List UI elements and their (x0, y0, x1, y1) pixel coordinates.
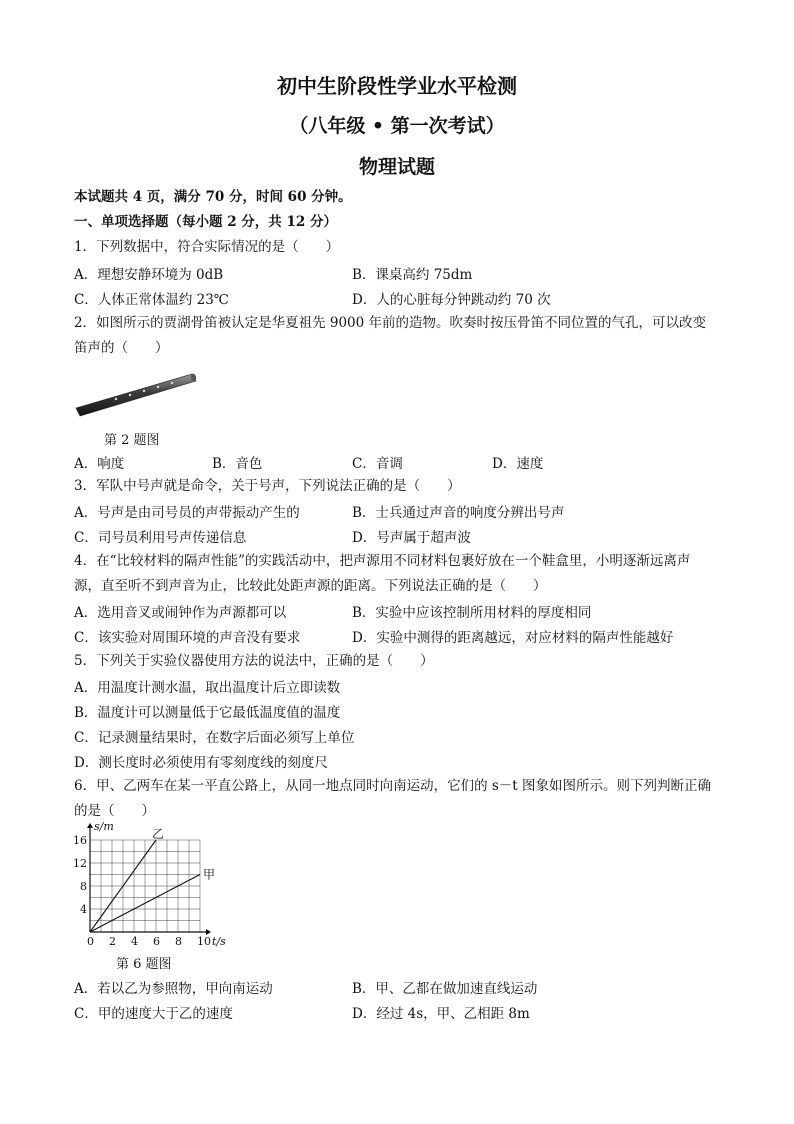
q2-figure-caption: 第 2 题图 (104, 433, 160, 448)
q1-option-c: C．人体正常体温约 23℃ (74, 292, 229, 308)
y-tick-label: 16 (73, 834, 87, 847)
q2-stem-line2: 笛声的（ ） (74, 340, 169, 356)
q4-option-c: C．该实验对周围环境的声音没有要求 (74, 630, 301, 646)
q4-option-b: B．实验中应该控制所用材料的厚度相同 (352, 605, 592, 621)
q4-option-d: D．实验中测得的距离越远，对应材料的隔声性能越好 (352, 630, 674, 646)
q3-option-a: A．号声是由司号员的声带振动产生的 (74, 505, 300, 521)
q6-option-b: B．甲、乙都在做加速直线运动 (352, 981, 538, 997)
q4-stem-line2: 源，直至听不到声音为止，比较此处距声源的距离。下列说法正确的是（ ） (74, 578, 547, 594)
y-tick-label: 8 (80, 880, 87, 893)
q1-stem: 1．下列数据中，符合实际情况的是（ ） (74, 239, 340, 255)
q1-option-a: A．理想安静环境为 0dB (74, 267, 224, 283)
q6-option-a: A．若以乙为参照物，甲向南运动 (74, 981, 273, 997)
y-tick-label: 12 (73, 857, 87, 870)
q2-option-d: D．速度 (492, 456, 544, 472)
q2-stem-line1: 2．如图所示的贾湖骨笛被认定是华夏祖先 9000 年前的造物。吹奏时按压骨笛不同位置的气孔，可以改变 (74, 315, 707, 331)
q6-stem-line2: 的是（ ） (74, 803, 155, 819)
y-tick-label: 4 (80, 903, 87, 916)
q6-option-c: C．甲的速度大于乙的速度 (74, 1006, 233, 1022)
q3-option-d: D．号声属于超声波 (352, 530, 471, 546)
graph-grid (90, 840, 200, 932)
q1-option-d: D．人的心脏每分钟跳动约 70 次 (352, 292, 551, 308)
x-tick-label: 4 (131, 935, 138, 948)
q3-option-c: C．司号员利用号声传递信息 (74, 530, 247, 546)
exam-subtitle: （八年级 • 第一次考试） (289, 115, 505, 137)
q1-option-b: B．课桌高约 75dm (352, 267, 473, 283)
q5-option-d: D．测长度时必须使用有零刻度线的刻度尺 (74, 755, 328, 771)
q2-option-a: A．响度 (74, 456, 125, 472)
x-axis-label: t/s (212, 935, 226, 948)
q2-option-c: C．音调 (352, 456, 403, 472)
exam-title: 初中生阶段性学业水平检测 (277, 74, 517, 98)
subject-title: 物理试题 (358, 156, 435, 178)
q6-stem-line1: 6．甲、乙两车在某一平直公路上，从同一地点同时向南运动，它们的 s－t 图象如图所示。则下列判断正确 (74, 778, 712, 794)
q2-option-b: B．音色 (212, 456, 263, 472)
q3-option-b: B．士兵通过声音的响度分辨出号声 (352, 505, 565, 521)
q3-stem: 3．军队中号声就是命令，关于号声，下列说法正确的是（ ） (74, 478, 461, 494)
x-tick-label: 8 (175, 935, 182, 948)
x-tick-label: 2 (109, 935, 116, 948)
series-label-1: 乙 (152, 827, 165, 841)
q5-option-c: C．记录测量结果时，在数字后面必须写上单位 (74, 730, 355, 746)
y-axis-arrow (87, 823, 93, 828)
exam-intro: 本试题共 4 页，满分 70 分，时间 60 分钟。 (74, 189, 352, 205)
st-graph (72, 822, 232, 948)
q6-option-d: D．经过 4s，甲、乙相距 8m (352, 1006, 530, 1022)
bone-flute-image (72, 366, 200, 424)
q5-option-a: A．用温度计测水温，取出温度计后立即读数 (74, 680, 341, 696)
x-tick-label: 0 (87, 935, 94, 948)
q5-stem: 5．下列关于实验仪器使用方法的说法中，正确的是（ ） (74, 653, 434, 669)
q4-option-a: A．选用音叉或闹钟作为声源都可以 (74, 605, 287, 621)
q6-figure-caption: 第 6 题图 (116, 957, 172, 972)
q4-stem-line1: 4．在“比较材料的隔声性能”的实践活动中，把声源用不同材料包裹好放在一个鞋盒里，小明逐渐远离声 (74, 553, 691, 569)
x-tick-label: 10 (197, 935, 211, 948)
x-tick-label: 6 (153, 935, 160, 948)
q5-option-b: B．温度计可以测量低于它最低温度值的温度 (74, 705, 341, 721)
series-label-2: 甲 (203, 867, 216, 882)
section-heading: 一、单项选择题（每小题 2 分，共 12 分） (74, 214, 337, 230)
y-axis-label: s/m (94, 822, 114, 833)
